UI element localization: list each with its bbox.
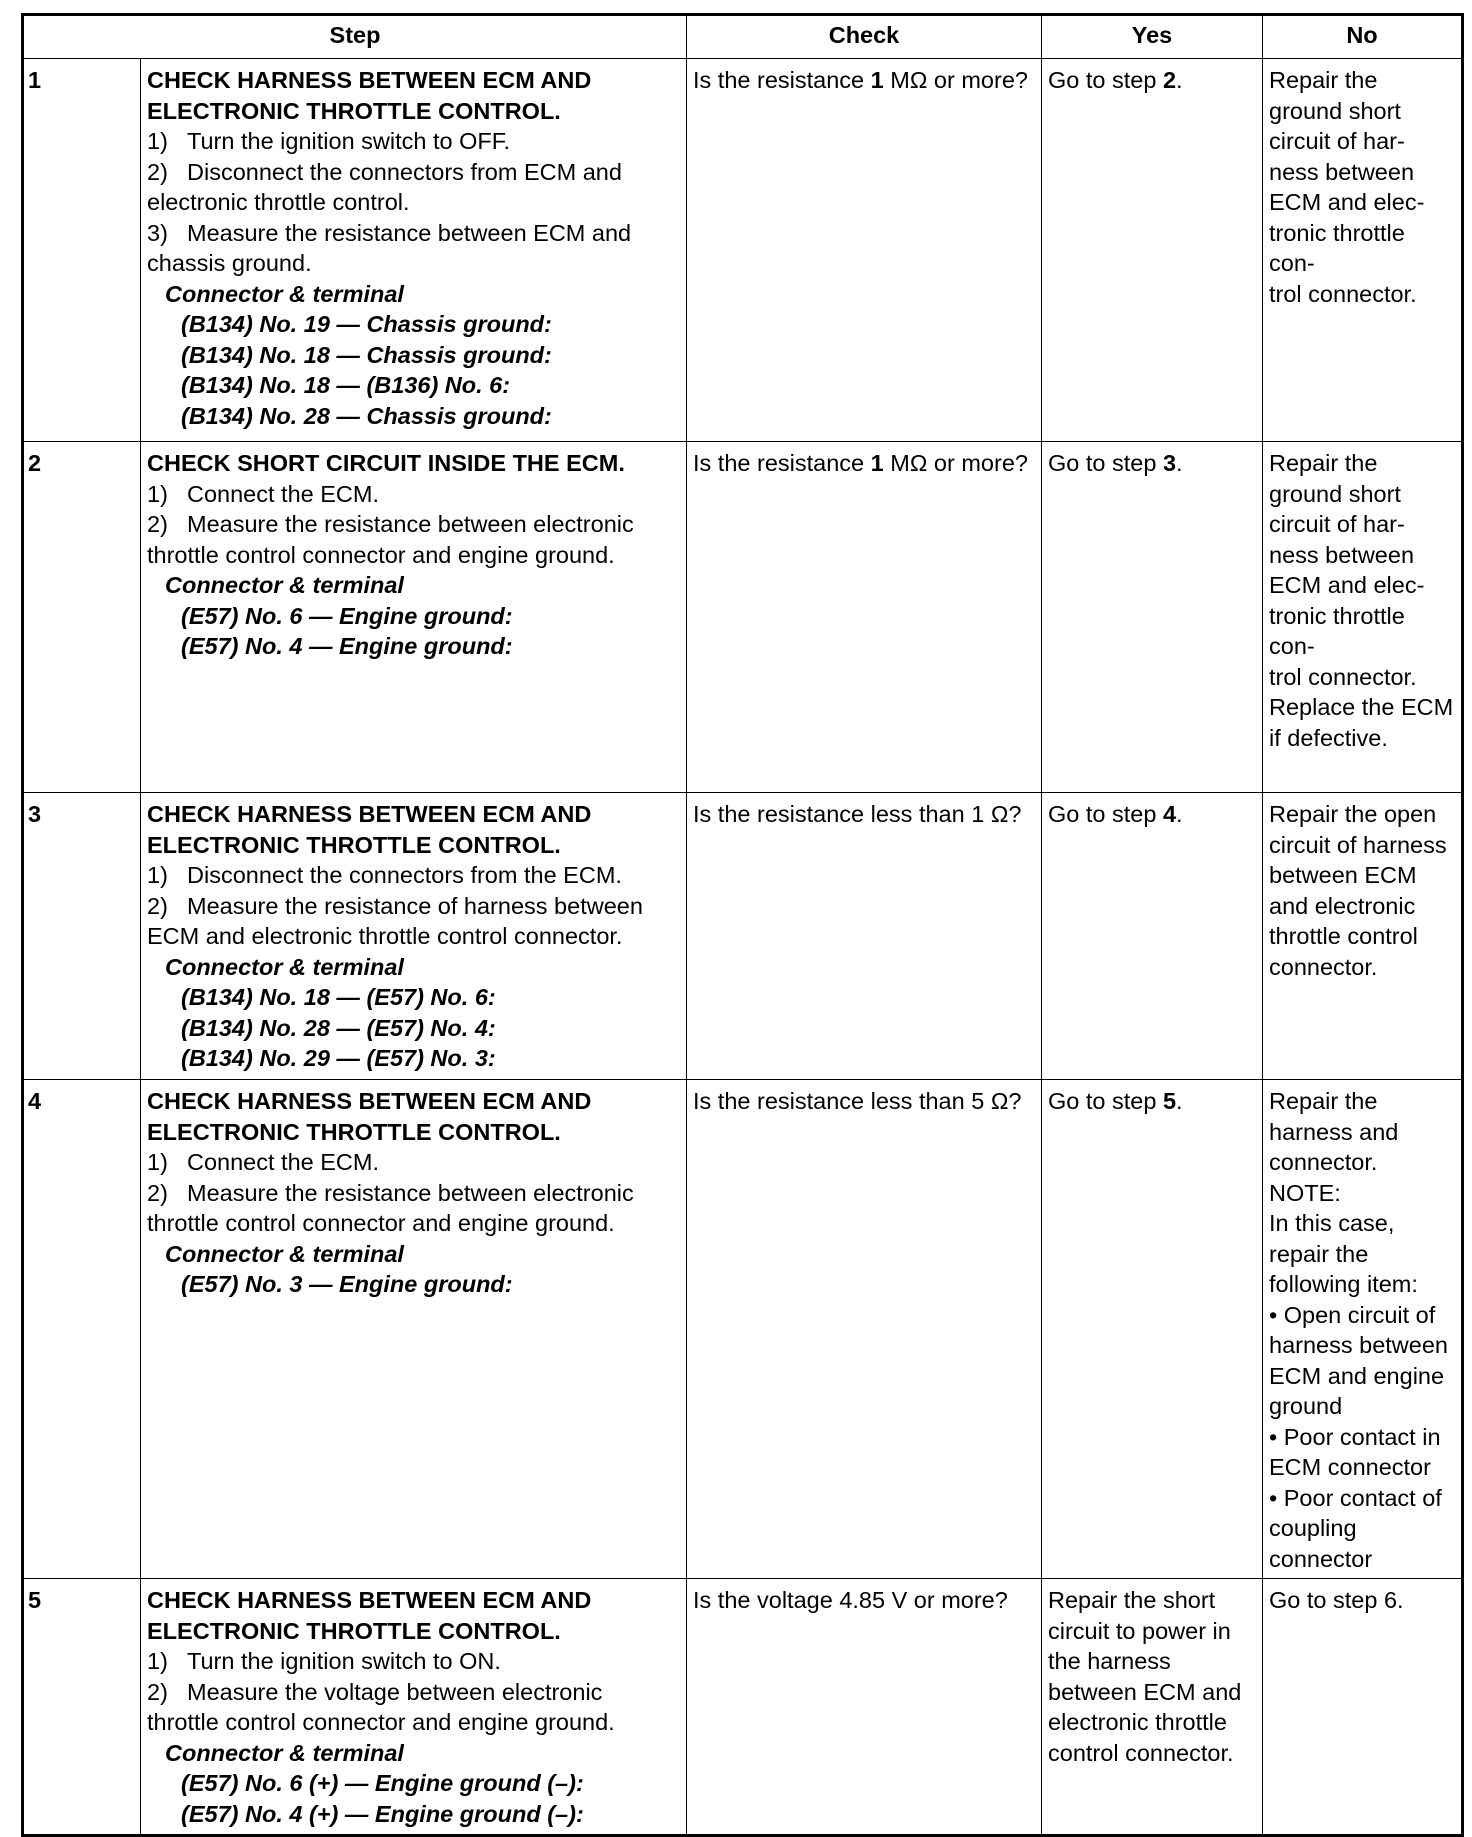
no-text-line: • Open circuit of harness between ECM and engine ground <box>1269 1301 1448 1419</box>
check-text: Is the resistance less than 5 Ω? <box>693 1088 1022 1114</box>
check-cell <box>687 1080 1042 1579</box>
no-text-line: Go to step 6. <box>1269 1587 1404 1613</box>
instruction-text: Measure the resistance between ECM and chassis ground. <box>147 219 632 276</box>
header-no: No <box>1263 15 1463 59</box>
connector-terminal: (B134) No. 28 — Chassis ground: <box>181 402 552 429</box>
no-text-line: In this case, repair the following item: <box>1269 1210 1418 1297</box>
instruction-number: 1) <box>147 862 168 888</box>
step-instruction <box>147 479 678 510</box>
no-cell <box>1263 1080 1463 1579</box>
no-text-line: ECM and elec- <box>1269 189 1425 215</box>
no-text-line: ness between <box>1269 158 1415 185</box>
instruction-number: 2) <box>147 1179 168 1206</box>
step-number: 2 <box>23 442 141 793</box>
no-text-line: Replace the ECM if defective. <box>1269 694 1454 751</box>
check-cell <box>687 442 1042 793</box>
no-text-line: • Poor contact in ECM connector <box>1269 1423 1441 1480</box>
check-cell <box>687 1579 1042 1836</box>
instruction-number: 1) <box>147 1648 168 1674</box>
no-text-line: ness between <box>1269 541 1415 568</box>
table-row <box>23 59 1463 442</box>
check-text: Is the resistance <box>693 67 871 93</box>
connector-terminal: (B134) No. 19 — Chassis ground: <box>181 311 552 337</box>
table-row <box>23 793 1463 1080</box>
connector-terminal: (E57) No. 3 — Engine ground: <box>181 1271 513 1297</box>
yes-suffix: . <box>1176 67 1183 93</box>
instruction-number: 2) <box>147 1678 168 1705</box>
yes-cell <box>1042 793 1263 1080</box>
header-row <box>23 15 1463 59</box>
connector-terminal: (B134) No. 18 — (E57) No. 6: <box>181 984 496 1010</box>
connector-terminal: (B134) No. 29 — (E57) No. 3: <box>181 1045 496 1071</box>
step-instruction <box>147 126 678 157</box>
no-text-line: ECM and elec- <box>1269 572 1425 598</box>
instruction-number: 1) <box>147 480 168 507</box>
connector-heading: Connector & terminal <box>165 953 404 980</box>
yes-cell <box>1042 1080 1263 1579</box>
connector-terminal: (B134) No. 28 — (E57) No. 4: <box>181 1014 496 1041</box>
instruction-text: Connect the ECM. <box>187 480 380 507</box>
instruction-number: 2) <box>147 158 168 185</box>
check-text: Is the resistance <box>693 450 871 476</box>
no-text-line: tronic throttle con- <box>1269 219 1405 276</box>
no-text-line: Repair the ground short circuit of har- <box>1269 67 1405 154</box>
check-suffix: MΩ or more? <box>883 450 1028 476</box>
connector-terminal: (B134) No. 18 — (B136) No. 6: <box>181 372 511 398</box>
no-text-line: Repair the open circuit of harness between ECM and electronic throttle control connector. <box>1269 801 1447 980</box>
connector-terminal: (E57) No. 6 (+) — Engine ground (–): <box>181 1770 584 1796</box>
step-description <box>141 1080 687 1579</box>
check-cell <box>687 59 1042 442</box>
no-cell <box>1263 59 1463 442</box>
instruction-number: 3) <box>147 219 168 246</box>
no-text-line: trol connector. <box>1269 663 1417 690</box>
header-check: Check <box>687 15 1042 59</box>
step-instruction <box>147 218 678 279</box>
instruction-text: Measure the resistance between electronic throttle control connector and engine ground. <box>147 1179 634 1236</box>
no-text-line: • Poor contact of coupling connector <box>1269 1484 1442 1572</box>
yes-step-number: 4 <box>1162 801 1177 827</box>
no-text-line: Repair the harness and connector. <box>1269 1088 1399 1175</box>
no-text-line: tronic throttle con- <box>1269 602 1405 659</box>
yes-step-number: 3 <box>1162 450 1177 476</box>
connector-heading: Connector & terminal <box>165 280 404 307</box>
instruction-text: Measure the resistance of harness between ECM and electronic throttle control connector. <box>147 892 643 949</box>
table-row <box>23 1579 1463 1836</box>
check-value: 1 <box>870 67 884 93</box>
check-value: 1 <box>870 450 884 476</box>
instruction-text: Turn the ignition switch to ON. <box>187 1648 501 1674</box>
yes-text: Repair the short circuit to power in the harness between ECM and electronic throttle control connector. <box>1048 1587 1242 1766</box>
step-number: 5 <box>23 1579 141 1836</box>
table-row <box>23 442 1463 793</box>
step-title: CHECK HARNESS BETWEEN ECM AND ELECTRONIC THROTTLE CONTROL. <box>147 801 592 858</box>
step-title: CHECK HARNESS BETWEEN ECM AND ELECTRONIC THROTTLE CONTROL. <box>147 1088 592 1145</box>
step-instruction <box>147 1646 678 1677</box>
header-yes: Yes <box>1042 15 1263 59</box>
table-row <box>23 1080 1463 1579</box>
instruction-text: Disconnect the connectors from ECM and electronic throttle control. <box>147 158 622 215</box>
step-description <box>141 59 687 442</box>
step-description <box>141 1579 687 1836</box>
connector-heading: Connector & terminal <box>165 1739 404 1766</box>
yes-text: Go to step <box>1048 1088 1163 1114</box>
instruction-text: Disconnect the connectors from the ECM. <box>187 862 622 888</box>
step-instruction <box>147 509 678 570</box>
step-number: 1 <box>23 59 141 442</box>
no-text-line: trol connector. <box>1269 280 1417 307</box>
yes-cell <box>1042 59 1263 442</box>
no-text-line: Repair the ground short circuit of har- <box>1269 450 1405 537</box>
step-description <box>141 793 687 1080</box>
yes-step-number: 5 <box>1162 1088 1177 1114</box>
check-cell <box>687 793 1042 1080</box>
instruction-text: Turn the ignition switch to OFF. <box>187 128 511 154</box>
yes-suffix: . <box>1176 450 1183 476</box>
diagnostic-table-sheet <box>21 13 1461 1827</box>
step-instruction <box>147 891 678 952</box>
header-step: Step <box>23 15 687 59</box>
step-number: 3 <box>23 793 141 1080</box>
step-instruction <box>147 860 678 891</box>
yes-cell <box>1042 442 1263 793</box>
connector-heading: Connector & terminal <box>165 1240 404 1267</box>
step-instruction <box>147 157 678 218</box>
instruction-text: Measure the voltage between electronic throttle control connector and engine ground. <box>147 1678 615 1735</box>
yes-text: Go to step <box>1048 801 1163 827</box>
diagnostic-table <box>21 13 1464 1837</box>
connector-terminal: (E57) No. 4 (+) — Engine ground (–): <box>181 1800 584 1827</box>
step-title: CHECK HARNESS BETWEEN ECM AND ELECTRONIC THROTTLE CONTROL. <box>147 1587 592 1644</box>
step-title: CHECK SHORT CIRCUIT INSIDE THE ECM. <box>147 450 625 476</box>
instruction-number: 2) <box>147 892 168 919</box>
yes-suffix: . <box>1176 1088 1183 1114</box>
instruction-text: Connect the ECM. <box>187 1149 380 1175</box>
no-cell <box>1263 793 1463 1080</box>
instruction-number: 1) <box>147 128 168 154</box>
connector-terminal: (E57) No. 4 — Engine ground: <box>181 633 513 659</box>
step-description <box>141 442 687 793</box>
no-cell <box>1263 1579 1463 1836</box>
check-text: Is the resistance less than 1 Ω? <box>693 801 1022 827</box>
yes-cell <box>1042 1579 1263 1836</box>
step-title: CHECK HARNESS BETWEEN ECM AND ELECTRONIC THROTTLE CONTROL. <box>147 67 592 124</box>
check-text: Is the voltage 4.85 V or more? <box>693 1587 1008 1613</box>
connector-terminal: (B134) No. 18 — Chassis ground: <box>181 341 552 368</box>
no-cell <box>1263 442 1463 793</box>
step-instruction <box>147 1178 678 1239</box>
step-instruction <box>147 1147 678 1178</box>
connector-heading: Connector & terminal <box>165 572 404 598</box>
instruction-number: 2) <box>147 511 168 537</box>
yes-step-number: 2 <box>1162 67 1177 93</box>
yes-text: Go to step <box>1048 67 1163 93</box>
connector-terminal: (E57) No. 6 — Engine ground: <box>181 602 513 629</box>
yes-text: Go to step <box>1048 450 1163 476</box>
instruction-text: Measure the resistance between electronic throttle control connector and engine ground. <box>147 511 634 568</box>
step-instruction <box>147 1677 678 1738</box>
check-suffix: MΩ or more? <box>883 67 1028 93</box>
yes-suffix: . <box>1176 801 1183 827</box>
no-text-line: NOTE: <box>1269 1179 1341 1206</box>
step-number: 4 <box>23 1080 141 1579</box>
instruction-number: 1) <box>147 1149 168 1175</box>
